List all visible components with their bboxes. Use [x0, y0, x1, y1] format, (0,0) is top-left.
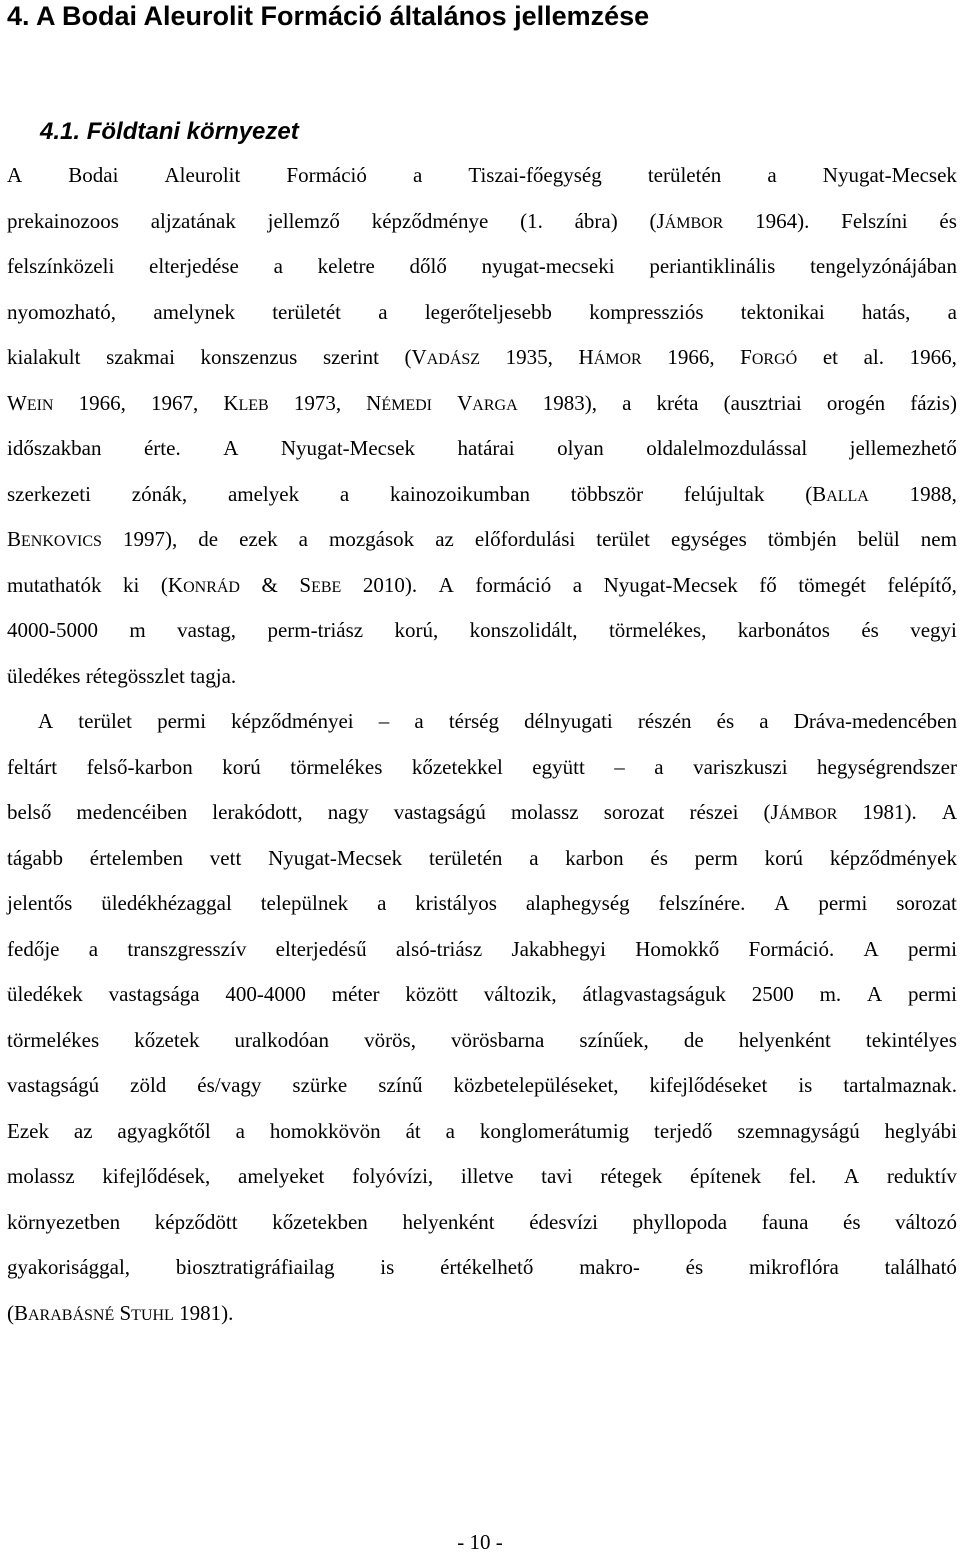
text-line: kialakult szakmai konszenzus szerint (VADÁSZ 1935, HÁMOR 1966, FORGÓ et al. 1966, — [7, 345, 957, 369]
text-line: BENKOVICS 1997), de ezek a mozgások az előfordulási terület egységes tömbjén belül nem — [7, 527, 957, 551]
text-line: tágabb értelemben vett Nyugat-Mecsek területén a karbon és perm korú képződmények — [7, 845, 957, 870]
text-line: (BARABÁSNÉ STUHL 1981). — [7, 1300, 234, 1325]
text-line: időszakban érte. A Nyugat-Mecsek határai olyan oldalelmozdulással jellemezhető — [7, 436, 957, 460]
text-line: belső medencéiben lerakódott, nagy vastagságú molassz sorozat részei (JÁMBOR 1981). A — [7, 800, 957, 824]
text-line: molassz kifejlődések, amelyeket folyóvízi, illetve tavi rétegek építenek fel. A reduktív — [7, 1164, 957, 1188]
text-line: környezetben képződött kőzetekben helyenként édesvízi phyllopoda fauna és változó — [7, 1209, 957, 1234]
text-line: vastagságú zöld és/vagy szürke színű közbetelepüléseket, kifejlődéseket is tartalmaznak. — [7, 1073, 957, 1097]
text-line: gyakorisággal, biosztratigráfiailag is értékelhető makro- és mikroflóra található — [7, 1255, 957, 1279]
text-line: feltárt felső-karbon korú törmelékes kőzetekkel együtt – a variszkuszi hegységrendszer — [7, 754, 957, 779]
text-line: mutathatók ki (KONRÁD & SEBE 2010). A formáció a Nyugat-Mecsek fő tömegét felépítő, — [7, 572, 957, 597]
subsection-heading: 4.1. Földtani környezet — [40, 118, 299, 145]
text-line: fedője a transzgresszív elterjedésű alsó-triász Jakabhegyi Homokkő Formáció. A permi — [7, 936, 957, 961]
page-number: - 10 - — [457, 1530, 503, 1554]
text-line: 4000-5000 m vastag, perm-triász korú, konszolidált, törmelékes, karbonátos és vegyi — [7, 618, 957, 642]
text-line: felszínközeli elterjedése a keletre dőlő nyugat-mecseki periantiklinális tengelyzónájában — [7, 254, 957, 278]
body-text — [7, 153, 957, 1336]
text-line: Ezek az agyagkőtől a homokkövön át a konglomerátumig terjedő szemnagyságú heglyábi — [7, 1118, 957, 1143]
text-line: A terület permi képződményei – a térség délnyugati részén és a Dráva-medencében — [38, 709, 957, 733]
text-line: üledékek vastagsága 400-4000 méter között változik, átlagvastagságuk 2500 m. A permi — [7, 982, 957, 1006]
text-line: jelentős üledékhézaggal települnek a kristályos alaphegység felszínére. A permi sorozat — [7, 891, 957, 915]
text-line: törmelékes kőzetek uralkodóan vörös, vörösbarna színűek, de helyenként tekintélyes — [7, 1027, 957, 1052]
text-line: üledékes rétegösszlet tagja. — [7, 663, 237, 688]
section-heading: 4. A Bodai Aleurolit Formáció általános jellemzése — [7, 1, 650, 31]
text-line: WEIN 1966, 1967, KLEB 1973, NÉMEDI VARGA 1983), a kréta (ausztriai orogén fázis) — [7, 390, 957, 415]
text-line: prekainozoos aljzatának jellemző képződménye (1. ábra) (JÁMBOR 1964). Felszíni és — [7, 208, 957, 233]
text-line: nyomozható, amelynek területét a legerőteljesebb kompressziós tektonikai hatás, a — [7, 299, 957, 324]
text-line: szerkezeti zónák, amelyek a kainozoikumban többször felújultak (BALLA 1988, — [7, 481, 957, 506]
text-line: A Bodai Aleurolit Formáció a Tiszai-főegység területén a Nyugat-Mecsek — [7, 163, 957, 187]
